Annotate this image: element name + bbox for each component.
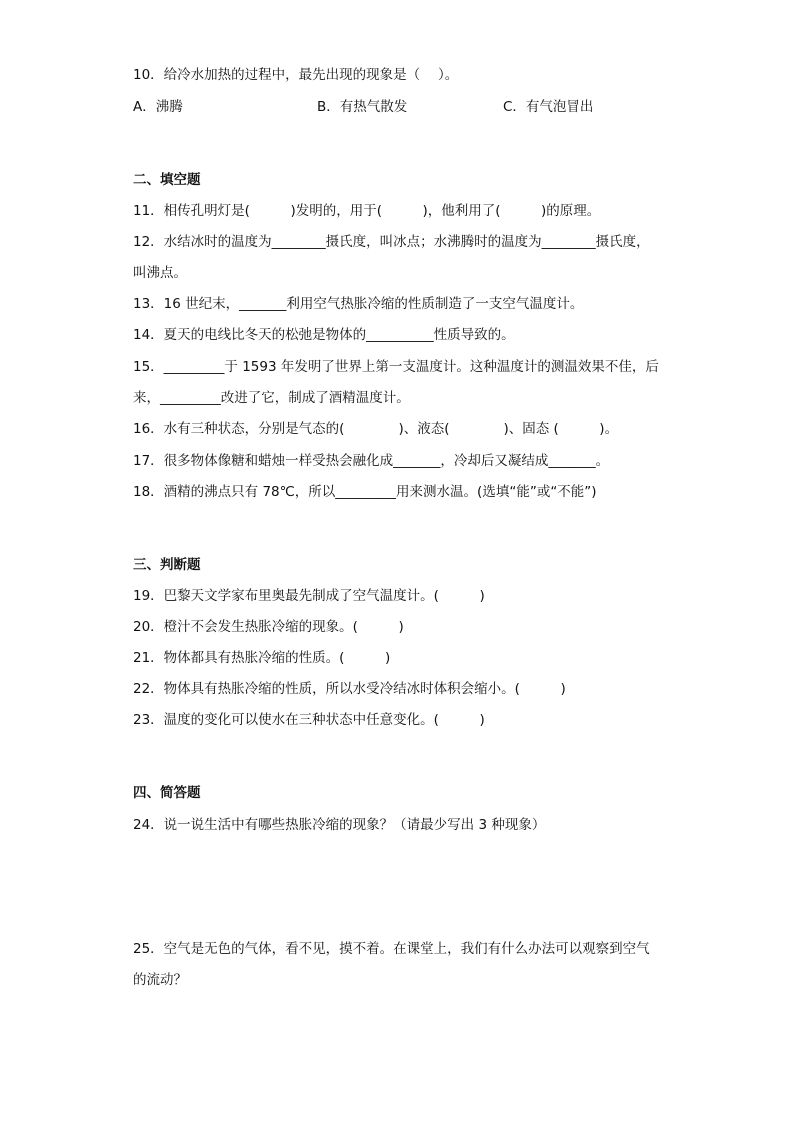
question-11: 11．相传孔明灯是( )发明的，用于( )，他利用了( )的原理。 [133,203,601,219]
question-12-line-2: 叫沸点。 [133,265,187,281]
section-4-heading: 四、简答题 [133,785,201,801]
question-15-line-1: 15．_________于 1593 年发明了世界上第一支温度计。这种温度计的测温效果不佳，后 [133,359,659,375]
option-b: B．有热气散发 [317,99,408,115]
question-24: 24．说一说生活中有哪些热胀冷缩的现象？（请最少写出 3 种现象） [133,817,546,833]
question-13: 13．16 世纪末，_______利用空气热胀冷缩的性质制造了一支空气温度计。 [133,296,584,312]
question-10-options [133,97,693,117]
question-10-stem: 10．给冷水加热的过程中，最先出现的现象是（ ）。 [133,67,459,83]
question-22: 22．物体具有热胀冷缩的性质，所以水受冷结冰时体积会缩小。( ) [133,681,566,697]
question-18: 18．酒精的沸点只有 78℃，所以_________用来测水温。(选填“能”或“不能”) [133,484,597,500]
section-3-heading: 三、判断题 [133,557,201,573]
question-21: 21．物体都具有热胀冷缩的性质。( ) [133,650,391,666]
option-c: C．有气泡冒出 [503,99,594,115]
question-20: 20．橙汁不会发生热胀冷缩的现象。( ) [133,619,404,635]
section-2-heading: 二、填空题 [133,172,201,188]
option-a: A．沸腾 [133,99,183,115]
question-19: 19．巴黎天文学家布里奥最先制成了空气温度计。( ) [133,588,485,604]
question-15-line-2: 来，_________改进了它，制成了酒精温度计。 [133,390,410,406]
question-17: 17．很多物体像糖和蜡烛一样受热会融化成_______，冷却后又凝结成_______。 [133,453,610,469]
question-25-line-2: 的流动？ [133,972,187,988]
question-23: 23．温度的变化可以使水在三种状态中任意变化。( ) [133,712,485,728]
question-12-line-1: 12．水结冰时的温度为________摄氏度，叫冰点；水沸腾时的温度为________摄氏度， [133,234,650,250]
question-16: 16．水有三种状态，分别是气态的( )、液态( )、固态 ( )。 [133,421,619,437]
question-25-line-1: 25．空气是无色的气体，看不见，摸不着。在课堂上，我们有什么办法可以观察到空气 [133,941,650,957]
question-14: 14．夏天的电线比冬天的松弛是物体的__________性质导致的。 [133,327,515,343]
